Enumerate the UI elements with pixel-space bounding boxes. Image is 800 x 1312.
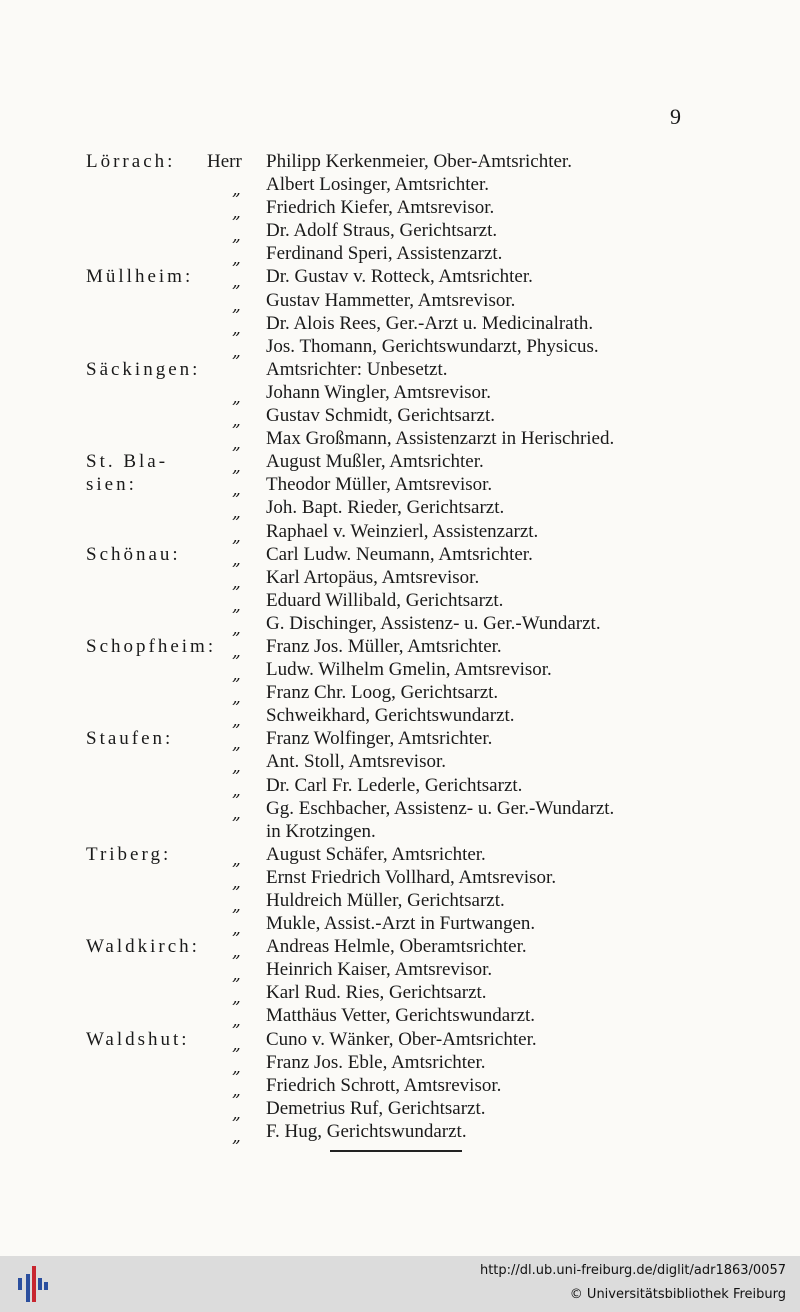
official-entry: Ant. Stoll, Amtsrevisor. — [266, 751, 446, 773]
official-entry: Dr. Adolf Straus, Gerichtsarzt. — [266, 220, 498, 242]
place-label: Triberg: — [86, 843, 172, 865]
official-entry: Amtsrichter: Unbesetzt. — [266, 358, 448, 380]
official-entry: Andreas Helmle, Oberamtsrichter. — [266, 936, 527, 958]
entry-row — [86, 820, 786, 843]
entry-row — [86, 889, 786, 916]
entry-row — [86, 1028, 786, 1055]
entry-row — [86, 681, 786, 709]
entry-row — [86, 219, 786, 247]
entry-row — [86, 242, 786, 270]
ditto-mark: „ — [232, 1103, 241, 1124]
ditto-mark: „ — [232, 872, 241, 893]
entry-row — [86, 1120, 786, 1147]
entry-row — [86, 150, 786, 173]
official-entry: Gg. Eschbacher, Assistenz- u. Ger.-Wundarzt. — [266, 797, 615, 819]
ditto-mark: „ — [232, 711, 241, 732]
entry-row — [86, 566, 786, 593]
place-label: Müllheim: — [86, 266, 194, 288]
official-entry: Matthäus Vetter, Gerichtswundarzt. — [266, 1005, 536, 1027]
official-entry: Franz Wolfinger, Amtsrichter. — [266, 728, 493, 750]
entry-row — [86, 1051, 786, 1078]
place-label: Waldshut: — [86, 1028, 190, 1050]
ditto-mark: „ — [232, 896, 241, 916]
official-entry: Dr. Alois Rees, Ger.-Arzt u. Medicinalrath. — [266, 312, 594, 334]
entry-row — [86, 658, 786, 686]
ditto-mark: „ — [232, 1080, 241, 1101]
official-entry: Ludw. Wilhelm Gmelin, Amtsrevisor. — [266, 659, 552, 681]
place-label: sien: — [86, 474, 137, 496]
entry-row — [86, 450, 786, 478]
permalink-url[interactable]: http://dl.ub.uni-freiburg.de/diglit/adr1863/0057 — [479, 1263, 786, 1278]
official-entry: Gustav Schmidt, Gerichtsarzt. — [266, 405, 496, 427]
official-entry: Demetrius Ruf, Gerichtsarzt. — [266, 1097, 486, 1119]
entry-row — [86, 866, 786, 893]
ditto-mark: „ — [232, 318, 241, 339]
official-entry: Mukle, Assist.-Arzt in Furtwangen. — [266, 913, 536, 935]
ditto-mark: „ — [232, 549, 241, 570]
ditto-mark: „ — [232, 1011, 241, 1032]
entry-row — [86, 774, 786, 801]
official-entry: August Schäfer, Amtsrichter. — [266, 843, 486, 865]
official-entry: Albert Losinger, Amtsrichter. — [266, 174, 489, 196]
entry-row — [86, 520, 786, 547]
official-entry: Friedrich Schrott, Amtsrevisor. — [266, 1074, 502, 1096]
official-entry: Schweikhard, Gerichtswundarzt. — [266, 705, 515, 727]
entry-row — [86, 265, 786, 293]
place-label: Säckingen: — [86, 358, 201, 380]
entry-row — [86, 289, 786, 316]
ditto-mark: „ — [232, 988, 241, 1009]
ditto-mark: „ — [232, 572, 241, 593]
ditto-mark: „ — [232, 688, 241, 709]
ditto-mark: „ — [232, 272, 241, 293]
ditto-mark: „ — [232, 641, 241, 662]
official-entry: Franz Jos. Müller, Amtsrichter. — [266, 635, 502, 657]
official-entry: F. Hug, Gerichtswundarzt. — [266, 1120, 467, 1142]
place-label: Staufen: — [86, 728, 174, 750]
entry-row — [86, 612, 786, 639]
entry-row — [86, 981, 786, 1009]
official-entry: Ferdinand Speri, Assistenzarzt. — [266, 243, 503, 265]
official-entry: Jos. Thomann, Gerichtswundarzt, Physicus. — [266, 335, 599, 357]
official-entry: in Krotzingen. — [266, 820, 376, 842]
entry-row — [86, 427, 786, 455]
entry-row — [86, 843, 786, 870]
ditto-mark: „ — [232, 919, 241, 940]
place-label: Schopfheim: — [86, 635, 217, 657]
official-entry: Theodor Müller, Amtsrevisor. — [266, 474, 493, 496]
official-entry: Max Großmann, Assistenzarzt in Herischried. — [266, 428, 615, 450]
footer-bar — [0, 1256, 800, 1312]
ditto-mark: „ — [232, 595, 241, 616]
ditto-mark: „ — [232, 1034, 241, 1055]
entry-row — [86, 958, 786, 986]
ditto-mark: „ — [232, 457, 241, 478]
ditto-mark: „ — [232, 387, 241, 408]
entry-row — [86, 312, 786, 339]
official-entry: Ernst Friedrich Vollhard, Amtsrevisor. — [266, 866, 557, 888]
entry-row — [86, 1074, 786, 1101]
official-entry: Eduard Willibald, Gerichtsarzt. — [266, 589, 504, 611]
entry-row — [86, 1004, 786, 1032]
closing-rule — [330, 1150, 462, 1152]
entry-row — [86, 727, 786, 755]
entry-row — [86, 358, 786, 381]
official-entry: Friedrich Kiefer, Amtsrevisor. — [266, 197, 495, 219]
official-entry: Cuno v. Wänker, Ober-Amtsrichter. — [266, 1028, 537, 1050]
entry-row — [86, 750, 786, 778]
official-entry: August Mußler, Amtsrichter. — [266, 451, 484, 473]
place-label: Lörrach: — [86, 151, 176, 172]
ditto-mark: „ — [232, 295, 241, 316]
title-herr: Herr — [207, 151, 242, 172]
official-entry: Karl Artopäus, Amtsrevisor. — [266, 566, 480, 588]
entry-row — [86, 381, 786, 408]
official-entry: Karl Rud. Ries, Gerichtsarzt. — [266, 982, 487, 1004]
ditto-mark: „ — [232, 803, 241, 824]
official-entry: Carl Ludw. Neumann, Amtsrichter. — [266, 543, 533, 565]
place-label: St. Bla- — [86, 451, 169, 473]
official-entry: Heinrich Kaiser, Amtsrevisor. — [266, 959, 493, 981]
entry-row — [86, 704, 786, 732]
ditto-mark: „ — [232, 734, 241, 755]
entry-list — [86, 150, 786, 1147]
ditto-mark: „ — [232, 665, 241, 686]
official-entry: Raphael v. Weinzierl, Assistenzarzt. — [266, 520, 539, 542]
ub-freiburg-logo-icon — [14, 1264, 54, 1304]
ditto-mark: „ — [232, 180, 241, 201]
official-entry: Gustav Hammetter, Amtsrevisor. — [266, 289, 516, 311]
entry-row — [86, 589, 786, 616]
page-number: 9 — [670, 104, 681, 129]
place-label: Schönau: — [86, 543, 181, 565]
ditto-mark: „ — [232, 203, 241, 224]
ditto-mark: „ — [232, 1126, 241, 1147]
entry-row — [86, 496, 786, 524]
ditto-mark: „ — [232, 942, 241, 963]
entry-row — [86, 196, 786, 224]
official-entry: Joh. Bapt. Rieder, Gerichtsarzt. — [266, 497, 505, 519]
entry-row — [86, 797, 786, 824]
ditto-mark: „ — [232, 757, 241, 778]
official-entry: Huldreich Müller, Gerichtsarzt. — [266, 890, 505, 911]
ditto-mark: „ — [232, 226, 241, 247]
entry-row — [86, 335, 786, 362]
ditto-mark: „ — [232, 526, 241, 547]
entry-row — [86, 173, 786, 201]
official-entry: Franz Jos. Eble, Amtsrichter. — [266, 1051, 486, 1073]
ditto-mark: „ — [232, 780, 241, 801]
ditto-mark: „ — [232, 480, 241, 501]
ditto-mark: „ — [232, 434, 241, 455]
place-label: Waldkirch: — [86, 936, 200, 958]
entry-row — [86, 912, 786, 940]
entry-row — [86, 935, 786, 963]
entry-row — [86, 1097, 786, 1124]
entry-row — [86, 543, 786, 570]
copyright-notice: © Universitätsbibliothek Freiburg — [569, 1287, 786, 1302]
ditto-mark: „ — [232, 249, 241, 270]
entry-row — [86, 635, 786, 662]
official-entry: Johann Wingler, Amtsrevisor. — [266, 381, 492, 403]
official-entry: Philipp Kerkenmeier, Ober-Amtsrichter. — [266, 151, 572, 172]
official-entry: G. Dischinger, Assistenz- u. Ger.-Wundarzt. — [266, 612, 601, 634]
ditto-mark: „ — [232, 341, 241, 362]
ditto-mark: „ — [232, 849, 241, 870]
official-entry: Franz Chr. Loog, Gerichtsarzt. — [266, 682, 499, 704]
ditto-mark: „ — [232, 503, 241, 524]
entry-row — [86, 404, 786, 432]
entry-row — [86, 473, 786, 501]
ditto-mark: „ — [232, 411, 241, 432]
ditto-mark: „ — [232, 1057, 241, 1078]
ditto-mark: „ — [232, 965, 241, 986]
official-entry: Dr. Gustav v. Rotteck, Amtsrichter. — [266, 266, 533, 288]
official-entry: Dr. Carl Fr. Lederle, Gerichtsarzt. — [266, 774, 523, 796]
ditto-mark: „ — [232, 618, 241, 639]
